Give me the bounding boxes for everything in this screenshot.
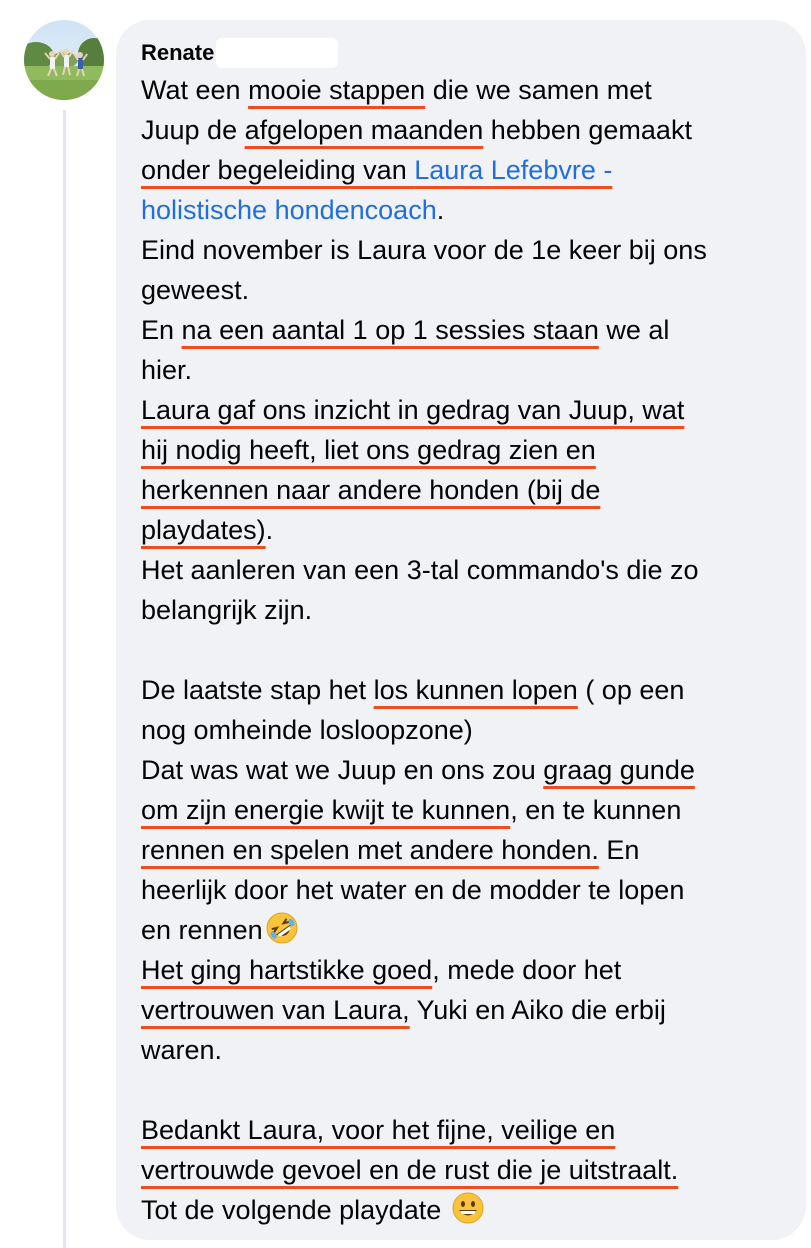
comment-text-segment: en rennen xyxy=(141,915,263,945)
comment-author-name[interactable]: Renate xyxy=(141,40,215,65)
comment-line xyxy=(141,830,796,870)
comment-line xyxy=(141,270,796,310)
comment-text-segment: hier. xyxy=(141,355,193,385)
highlighted-text: hij nodig heeft, liet ons gedrag zien en xyxy=(141,435,596,465)
comment-text-segment: Tot de volgende playdate xyxy=(141,1195,449,1225)
comment-text xyxy=(141,70,796,1230)
highlighted-text: onder begeleiding van xyxy=(141,155,415,185)
comment-line xyxy=(141,230,796,270)
comment-line xyxy=(141,1150,796,1190)
comment-text-segment: waren. xyxy=(141,1035,223,1065)
comment-blank-line xyxy=(141,1070,796,1110)
comment-line xyxy=(141,1190,796,1230)
highlighted-text: om zijn energie kwijt te kunnen xyxy=(141,795,511,825)
comment-text-segment: , en te kunnen xyxy=(510,795,682,825)
comment-line xyxy=(141,1030,796,1070)
highlighted-text: mooie stappen xyxy=(248,75,426,105)
comment-line xyxy=(141,310,796,350)
highlighted-text: vertrouwen van Laura, xyxy=(141,995,410,1025)
comment-text-segment: Het aanleren van een 3-tal commando's die zo xyxy=(141,555,699,585)
highlighted-text: playdates) xyxy=(141,515,266,545)
comment-text-segment: En xyxy=(598,835,640,865)
highlighted-text: graag gunde xyxy=(543,755,695,785)
comment-text-segment: belangrijk zijn. xyxy=(141,595,313,625)
comment-line xyxy=(141,470,796,510)
comment-line xyxy=(141,710,796,750)
highlighted-text: na een aantal 1 op 1 sessies staan xyxy=(181,315,599,345)
comment-text-segment: . xyxy=(436,195,445,225)
comment-text-segment: Wat een xyxy=(141,75,249,105)
comment-line xyxy=(141,110,796,150)
comment-line xyxy=(141,350,796,390)
comment-text-segment: . xyxy=(265,515,274,545)
highlighted-text: herkennen naar andere honden (bij de xyxy=(141,475,601,505)
thread-connector-line xyxy=(63,110,66,1248)
comment-line xyxy=(141,70,796,110)
comment-line xyxy=(141,190,796,230)
comment-line xyxy=(141,750,796,790)
comment-line xyxy=(141,1110,796,1150)
comment-text-segment: En xyxy=(141,315,182,345)
comment-line xyxy=(141,990,796,1030)
comment-text-segment: Yuki en Aiko die erbij xyxy=(409,995,666,1025)
highlighted-text: vertrouwde gevoel en de rust die je uitstraalt. xyxy=(141,1155,679,1185)
highlighted-text: los kunnen lopen xyxy=(373,675,578,705)
comment-text-segment: De laatste stap het xyxy=(141,675,374,705)
comment-text-segment: die we samen met xyxy=(425,75,652,105)
comment-line xyxy=(141,510,796,550)
comment-line xyxy=(141,150,796,190)
mention-link[interactable]: holistische hondencoach xyxy=(141,195,437,225)
avatar[interactable] xyxy=(24,20,104,100)
highlighted-text: afgelopen maanden xyxy=(244,115,484,145)
comment-line xyxy=(141,430,796,470)
comment-line xyxy=(141,910,796,950)
highlighted-text: Laura gaf ons inzicht in gedrag van Juup, wat xyxy=(141,395,685,425)
mention-link[interactable]: Laura Lefebvre - xyxy=(414,155,613,185)
avatar-photo-icon xyxy=(24,20,104,100)
comment-line xyxy=(141,790,796,830)
comment-blank-line xyxy=(141,630,796,670)
grinning-face-emoji-icon xyxy=(451,1191,485,1225)
comment-header xyxy=(141,36,338,70)
comment-text-segment: Dat was wat we Juup en ons zou xyxy=(141,755,544,785)
comment-text-segment: Juup de xyxy=(141,115,245,145)
comment-line xyxy=(141,870,796,910)
comment-text-segment: hebben gemaakt xyxy=(483,115,692,145)
comment-text-segment: ( op een xyxy=(577,675,685,705)
comment-text-segment: nog omheinde losloopzone) xyxy=(141,715,473,745)
comment-line xyxy=(141,590,796,630)
comment-text-segment: Eind november is Laura voor de 1e keer bij ons xyxy=(141,235,707,265)
comment-line xyxy=(141,670,796,710)
comment-text-segment: geweest. xyxy=(141,275,250,305)
comment-text-segment: heerlijk door het water en de modder te lopen xyxy=(141,875,685,905)
rolling-on-floor-laughing-emoji-icon xyxy=(265,911,299,945)
comment-text-segment: , mede door het xyxy=(432,955,622,985)
comment-line xyxy=(141,550,796,590)
comment-line xyxy=(141,950,796,990)
highlighted-text: rennen en spelen met andere honden. xyxy=(141,835,599,865)
comment-text-segment: we al xyxy=(598,315,670,345)
comment-line xyxy=(141,390,796,430)
highlighted-text: Het ging hartstikke goed xyxy=(141,955,433,985)
redacted-surname xyxy=(216,38,338,68)
highlighted-text: Bedankt Laura, voor het fijne, veilige en xyxy=(141,1115,616,1145)
